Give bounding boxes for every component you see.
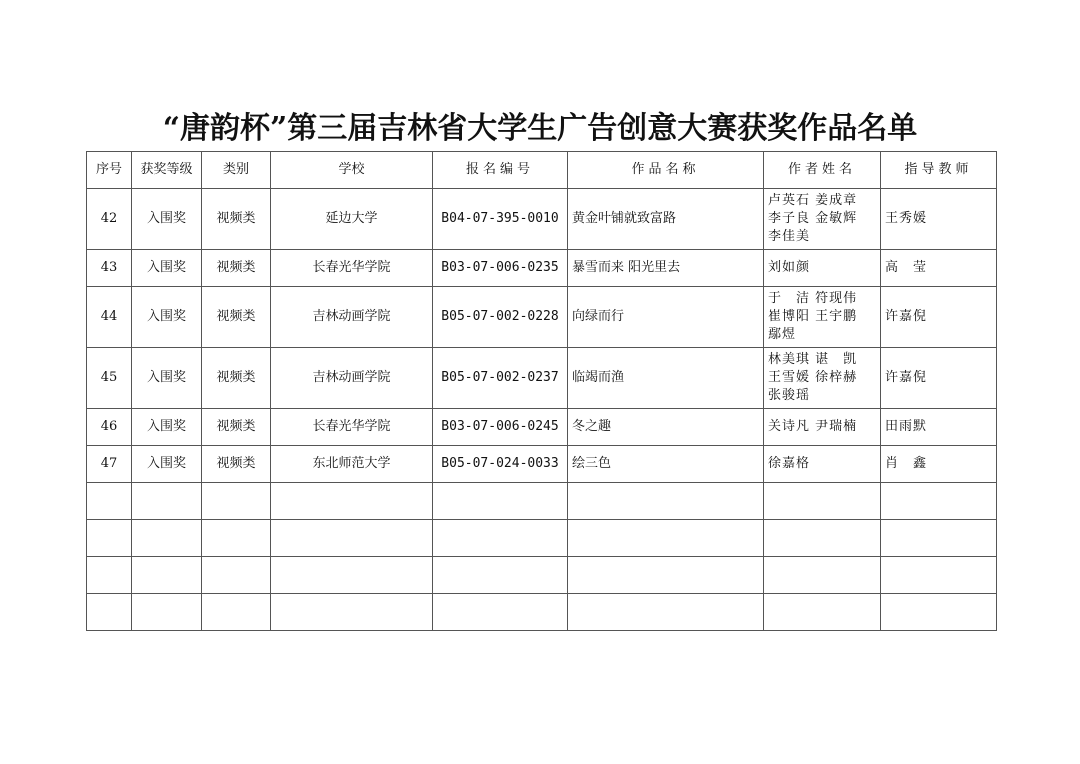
cell-category: 视频类	[202, 348, 271, 409]
empty-cell	[87, 557, 132, 594]
empty-cell	[271, 520, 433, 557]
author-line: 卢英石 姜成章	[768, 193, 858, 208]
cell-seq: 43	[87, 250, 132, 287]
empty-cell	[132, 557, 202, 594]
cell-authors	[764, 348, 881, 409]
cell-work: 黄金叶铺就致富路	[568, 189, 764, 250]
cell-reg-no: B05-07-024-0033	[433, 446, 568, 483]
author-line: 鄢煜	[768, 327, 797, 342]
empty-cell	[202, 594, 271, 631]
empty-cell	[881, 594, 997, 631]
cell-seq: 46	[87, 409, 132, 446]
header-level: 获奖等级	[132, 152, 202, 189]
cell-level: 入围奖	[132, 250, 202, 287]
cell-level: 入围奖	[132, 409, 202, 446]
empty-cell	[433, 594, 568, 631]
cell-category: 视频类	[202, 446, 271, 483]
cell-advisor: 肖 鑫	[881, 446, 997, 483]
cell-level: 入围奖	[132, 189, 202, 250]
cell-authors	[764, 446, 881, 483]
cell-advisor: 许嘉倪	[881, 348, 997, 409]
empty-cell	[132, 594, 202, 631]
cell-advisor: 田雨默	[881, 409, 997, 446]
empty-table-row	[87, 594, 997, 631]
table-row	[87, 348, 997, 409]
author-line: 林美琪 谌 凯	[768, 352, 858, 367]
table-row	[87, 250, 997, 287]
cell-reg-no: B05-07-002-0237	[433, 348, 568, 409]
cell-seq: 44	[87, 287, 132, 348]
empty-cell	[568, 594, 764, 631]
cell-authors	[764, 189, 881, 250]
cell-advisor: 王秀媛	[881, 189, 997, 250]
author-line: 李佳美	[768, 229, 811, 244]
cell-advisor: 许嘉倪	[881, 287, 997, 348]
cell-school: 吉林动画学院	[271, 348, 433, 409]
header-seq: 序号	[87, 152, 132, 189]
header-advisor: 指导教师	[881, 152, 997, 189]
empty-cell	[881, 483, 997, 520]
cell-school: 延边大学	[271, 189, 433, 250]
empty-cell	[202, 483, 271, 520]
header-school: 学校	[271, 152, 433, 189]
cell-category: 视频类	[202, 409, 271, 446]
author-line: 张骏瑶	[768, 388, 811, 403]
empty-cell	[271, 594, 433, 631]
cell-level: 入围奖	[132, 446, 202, 483]
empty-table-row	[87, 520, 997, 557]
cell-school: 长春光华学院	[271, 250, 433, 287]
cell-school: 东北师范大学	[271, 446, 433, 483]
empty-cell	[202, 557, 271, 594]
empty-cell	[87, 483, 132, 520]
cell-seq: 47	[87, 446, 132, 483]
cell-seq: 45	[87, 348, 132, 409]
empty-cell	[132, 520, 202, 557]
cell-level: 入围奖	[132, 348, 202, 409]
empty-cell	[87, 594, 132, 631]
author-line: 徐嘉格	[768, 456, 811, 471]
empty-table-row	[87, 483, 997, 520]
cell-work: 暴雪而来 阳光里去	[568, 250, 764, 287]
table-row	[87, 189, 997, 250]
empty-cell	[271, 483, 433, 520]
empty-cell	[568, 520, 764, 557]
table-row	[87, 409, 997, 446]
document-title: “唐韵杯”第三届吉林省大学生广告创意大赛获奖作品名单	[162, 111, 918, 146]
empty-cell	[764, 557, 881, 594]
cell-category: 视频类	[202, 250, 271, 287]
empty-cell	[764, 520, 881, 557]
cell-school: 长春光华学院	[271, 409, 433, 446]
empty-cell	[87, 520, 132, 557]
author-line: 关诗凡 尹瑞楠	[768, 419, 858, 434]
empty-cell	[568, 483, 764, 520]
empty-cell	[271, 557, 433, 594]
table-row	[87, 287, 997, 348]
author-line: 崔博阳 王宇鹏	[768, 309, 858, 324]
empty-cell	[202, 520, 271, 557]
empty-cell	[881, 557, 997, 594]
award-table	[86, 151, 997, 631]
empty-cell	[433, 520, 568, 557]
empty-cell	[568, 557, 764, 594]
empty-cell	[433, 557, 568, 594]
cell-level: 入围奖	[132, 287, 202, 348]
cell-reg-no: B05-07-002-0228	[433, 287, 568, 348]
empty-cell	[881, 520, 997, 557]
header-work: 作品名称	[568, 152, 764, 189]
cell-category: 视频类	[202, 287, 271, 348]
empty-cell	[764, 483, 881, 520]
header-authors: 作者姓名	[764, 152, 881, 189]
cell-advisor: 高 莹	[881, 250, 997, 287]
empty-cell	[433, 483, 568, 520]
cell-category: 视频类	[202, 189, 271, 250]
empty-cell	[132, 483, 202, 520]
cell-reg-no: B04-07-395-0010	[433, 189, 568, 250]
header-reg-no: 报名编号	[433, 152, 568, 189]
cell-work: 临竭而渔	[568, 348, 764, 409]
author-line: 刘如颜	[768, 260, 811, 275]
cell-reg-no: B03-07-006-0235	[433, 250, 568, 287]
cell-seq: 42	[87, 189, 132, 250]
author-line: 于 洁 符现伟	[768, 291, 858, 306]
author-line: 李子良 金敏辉	[768, 211, 858, 226]
cell-authors	[764, 287, 881, 348]
cell-school: 吉林动画学院	[271, 287, 433, 348]
cell-authors	[764, 409, 881, 446]
author-line: 王雪媛 徐梓赫	[768, 370, 858, 385]
cell-work: 向绿而行	[568, 287, 764, 348]
cell-work: 冬之趣	[568, 409, 764, 446]
cell-reg-no: B03-07-006-0245	[433, 409, 568, 446]
cell-work: 绘三色	[568, 446, 764, 483]
table-row	[87, 446, 997, 483]
table-header-row	[87, 152, 997, 189]
header-category: 类别	[202, 152, 271, 189]
cell-authors	[764, 250, 881, 287]
empty-cell	[764, 594, 881, 631]
empty-table-row	[87, 557, 997, 594]
